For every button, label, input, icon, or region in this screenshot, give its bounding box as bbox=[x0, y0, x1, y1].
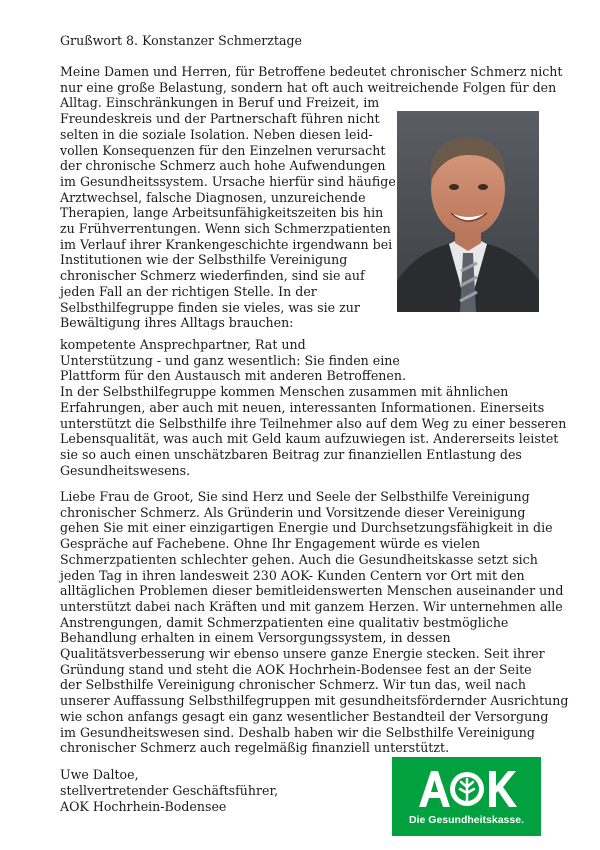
text-line: zu Frühverrentungen. Wenn sich Schmerzpatienten bbox=[60, 221, 391, 237]
text-line: In der Selbsthilfegruppe kommen Menschen zusammen mit ähnlichen bbox=[60, 384, 509, 400]
person-portrait-icon bbox=[397, 111, 539, 312]
text-line: Erfahrungen, aber auch mit neuen, interessanten Informationen. Einerseits bbox=[60, 399, 545, 415]
text-line: sie so auch einen unschätzbaren Beitrag zur finanziellen Entlastung des bbox=[60, 446, 522, 462]
text-line: Uwe Daltoe, bbox=[60, 767, 139, 782]
text-line: Arztwechsel, falsche Diagnosen, unzureichende bbox=[60, 189, 366, 205]
paragraph-3 bbox=[60, 489, 568, 756]
text-line: der Selbsthilfe Vereinigung chronischer Schmerz. Wir tun das, weil nach bbox=[60, 677, 526, 693]
text-line: Qualitätsverbesserung wir ebenso unsere ganze Energie stecken. Seit ihrer bbox=[60, 646, 545, 662]
text-line: Gründung stand und steht die AOK Hochrhein-Bodensee fest an der Seite bbox=[60, 661, 532, 677]
text-line: Schmerzpatienten schlechter gehen. Auch die Gesundheitskasse setzt sich bbox=[60, 551, 538, 567]
text-line: alltäglichen Problemen dieser bemitleidenswerten Menschen auseinander und bbox=[60, 583, 564, 599]
portrait-photo bbox=[397, 111, 539, 312]
text-line: Unterstützung - und ganz wesentlich: Sie finden eine bbox=[60, 352, 400, 368]
text-line: wie schon anfangs gesagt ein ganz wesentlicher Bestandteil der Versorgung bbox=[60, 708, 549, 724]
text-line: Freundeskreis und der Partnerschaft führen nicht bbox=[60, 111, 380, 127]
paragraph-2 bbox=[60, 337, 566, 478]
text-line: im Verlauf ihrer Krankengeschichte irgendwann bei bbox=[60, 236, 393, 252]
logo-tagline: Die Gesundheitskasse. bbox=[409, 814, 524, 826]
text-line: gehen Sie mit einer einzigartigen Energie und Durchsetzungsfähigkeit in die bbox=[60, 520, 553, 536]
text-line: Lebensqualität, was auch mit Geld kaum aufzuwiegen ist. Andererseits leistet bbox=[60, 431, 559, 447]
text-line: Gesundheitswesens. bbox=[60, 462, 191, 478]
text-line: jeden Tag in ihren landesweit 230 AOK- Kunden Centern vor Ort mit den bbox=[60, 567, 525, 583]
text-line: unterstützt die Selbsthilfe ihre Teilnehmer also auf dem Weg zu einer besseren bbox=[60, 415, 567, 431]
text-line: unterstützt dabei nach Kräften und mit ganzem Herzen. Wir unternehmen alle bbox=[60, 598, 563, 614]
text-line: Bewältigung ihres Alltags brauchen: bbox=[60, 315, 294, 331]
signature-block bbox=[60, 767, 278, 815]
text-line: Plattform für den Austausch mit anderen Betroffenen. bbox=[60, 368, 406, 384]
aok-logo-icon bbox=[392, 757, 541, 836]
text-line: Alltag. Einschränkungen in Beruf und Freizeit, im bbox=[60, 95, 380, 111]
text-line: im Gesundheitswesen sind. Deshalb haben wir die Selbsthilfe Vereinigung bbox=[60, 724, 535, 740]
text-line: im Gesundheitssystem. Ursache hierfür sind häufige bbox=[60, 173, 396, 189]
text-line: Meine Damen und Herren, für Betroffene bedeutet chronischer Schmerz nicht bbox=[60, 64, 563, 79]
text-line: kompetente Ansprechpartner, Rat und bbox=[60, 337, 306, 352]
text-line: vollen Konsequenzen für den Einzelnen verursacht bbox=[60, 142, 386, 158]
text-line: stellvertretender Geschäftsführer, bbox=[60, 783, 279, 798]
text-line: Behandlung erhalten in einem Versorgungssystem, in dessen bbox=[60, 630, 451, 646]
text-line: Anstrengungen, damit Schmerzpatienten eine qualitativ bestmögliche bbox=[60, 614, 509, 630]
text-line: chronischer Schmerz auch regelmäßig finanziell unterstützt. bbox=[60, 740, 450, 756]
text-line: selten in die soziale Isolation. Neben diesen leid- bbox=[60, 126, 373, 142]
document-title: Grußwort 8. Konstanzer Schmerztage bbox=[60, 33, 303, 48]
text-line: unserer Auffassung Selbsthilfegruppen mit gesundheitsfördernder Ausrichtung bbox=[60, 693, 569, 709]
text-line: AOK Hochrhein-Bodensee bbox=[60, 799, 227, 814]
text-line: nur eine große Belastung, sondern hat oft auch weitreichende Folgen für den bbox=[60, 79, 557, 95]
text-line: Liebe Frau de Groot, Sie sind Herz und Seele der Selbsthilfe Vereinigung bbox=[60, 489, 530, 504]
aok-logo bbox=[392, 757, 541, 836]
text-line: Institutionen wie der Selbsthilfe Vereinigung bbox=[60, 252, 348, 268]
text-line: chronischer Schmerz. Als Gründerin und Vorsitzende dieser Vereinigung bbox=[60, 504, 526, 520]
text-line: Therapien, lange Arbeitsunfähigkeitszeiten bis hin bbox=[60, 205, 384, 221]
text-line: jeden Fall an der richtigen Stelle. In der bbox=[60, 283, 317, 299]
text-line: der chronische Schmerz auch hohe Aufwendungen bbox=[60, 158, 386, 174]
text-line: chronischer Schmerz wiederfinden, sind sie auf bbox=[60, 268, 365, 284]
text-line: Selbsthilfegruppe finden sie vieles, was sie zur bbox=[60, 299, 360, 315]
text-line: Gespräche auf Fachebene. Ohne Ihr Engagement würde es vielen bbox=[60, 536, 481, 552]
